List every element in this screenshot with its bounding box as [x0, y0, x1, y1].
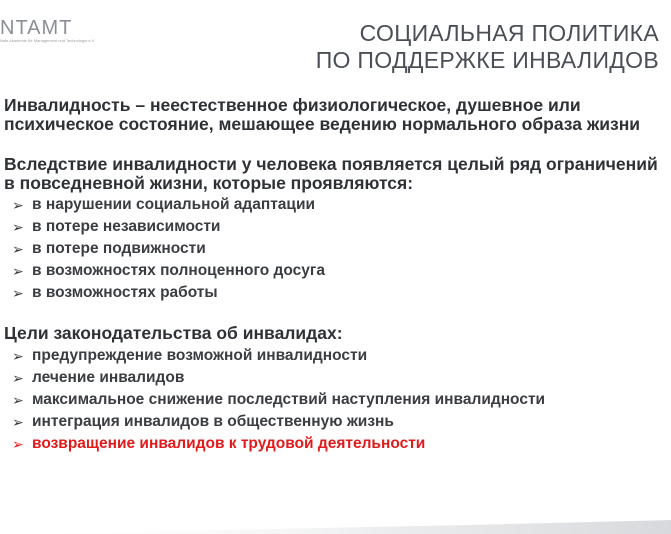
list-item	[4, 216, 664, 238]
list-item-text: интеграция инвалидов в общественную жизнь	[32, 412, 394, 430]
list-item-text: максимальное снижение последствий наступления инвалидности	[32, 390, 546, 408]
goals-list	[4, 345, 664, 455]
arrow-bullet-icon: ➢	[12, 347, 24, 364]
arrow-bullet-icon: ➢	[12, 435, 24, 452]
list-item-text: возвращение инвалидов к трудовой деятельности	[32, 434, 426, 452]
arrow-bullet-icon: ➢	[12, 197, 24, 213]
slide-content	[4, 96, 664, 455]
logo-subtitle: Nale Akademie für Management und Technologie e.V.	[0, 38, 96, 43]
floor-shadow	[0, 514, 671, 534]
slide-title-line-1: СОЦИАЛЬНАЯ ПОЛИТИКА	[359, 20, 659, 46]
arrow-bullet-icon: ➢	[12, 369, 24, 386]
list-item-highlighted	[4, 433, 664, 455]
goals-heading: Цели законодательства об инвалидах:	[4, 323, 343, 343]
arrow-bullet-icon: ➢	[12, 241, 24, 257]
slide-title-line-2: ПО ПОДДЕРЖКЕ ИНВАЛИДОВ	[315, 47, 659, 73]
list-item	[4, 282, 664, 304]
list-item	[4, 260, 664, 282]
list-item	[4, 345, 664, 367]
list-item	[4, 411, 664, 433]
list-item-text: в возможностях полноценного досуга	[32, 262, 325, 279]
list-item	[4, 238, 664, 260]
list-item	[4, 367, 664, 389]
definition-text: Инвалидность – неестественное физиологическое, душевное или психическое состояние, мешающее ведению нормального образа жизни	[4, 95, 641, 134]
list-item	[4, 389, 664, 411]
arrow-bullet-icon: ➢	[12, 219, 24, 235]
logo	[0, 18, 150, 44]
logo-text: NTAMT	[0, 17, 73, 39]
arrow-bullet-icon: ➢	[12, 285, 24, 301]
limitations-heading: Вследствие инвалидности у человека появляется целый ряд ограничений в повседневной жизни, которые проявляются:	[4, 154, 658, 193]
list-item-text: лечение инвалидов	[32, 368, 185, 386]
limitations-list	[4, 194, 664, 304]
list-item-text: в потере независимости	[32, 218, 221, 235]
arrow-bullet-icon: ➢	[12, 391, 24, 408]
list-item-text: в возможностях работы	[32, 284, 218, 301]
list-item-text: в потере подвижности	[32, 240, 206, 257]
slide-title	[316, 20, 659, 74]
list-item-text: предупреждение возможной инвалидности	[32, 346, 368, 364]
arrow-bullet-icon: ➢	[12, 263, 24, 279]
list-item	[4, 194, 664, 216]
list-item-text: в нарушении социальной адаптации	[32, 196, 316, 213]
arrow-bullet-icon: ➢	[12, 413, 24, 430]
